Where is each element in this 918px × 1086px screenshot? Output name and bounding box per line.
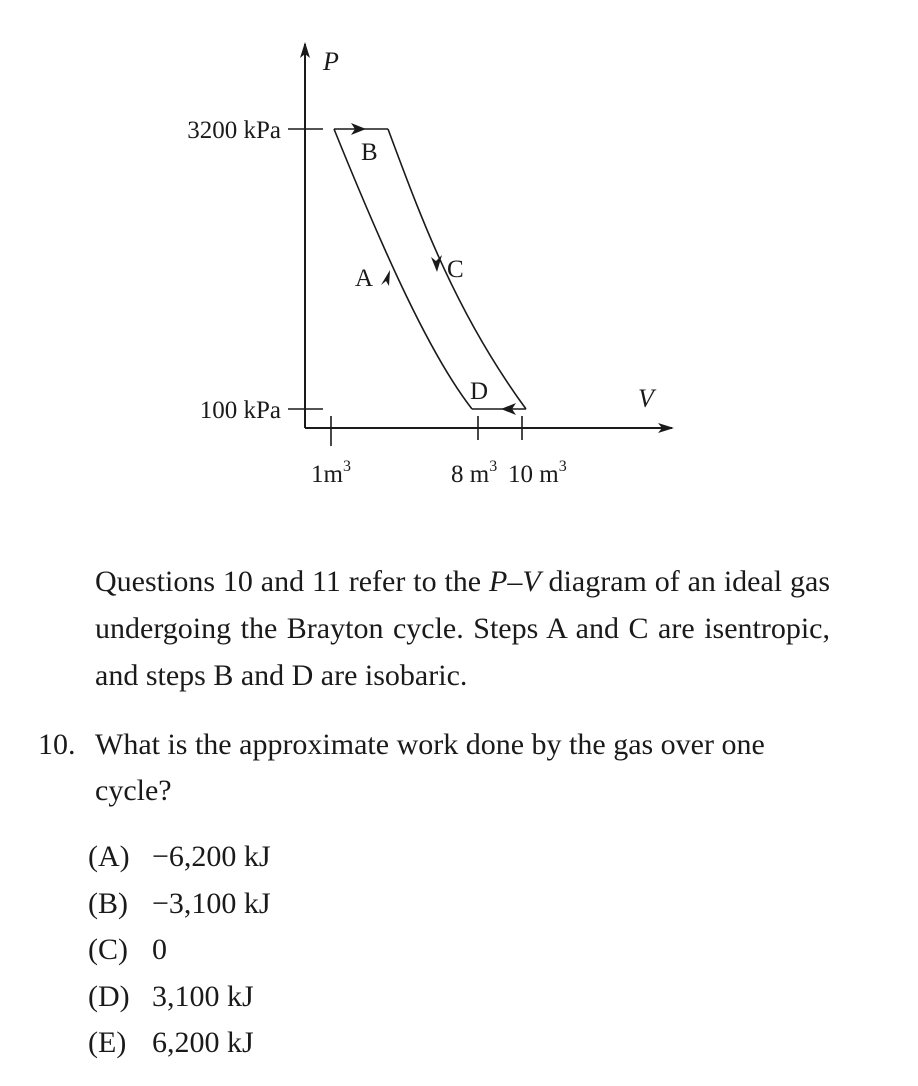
v-tick-1-exp: 3: [342, 458, 351, 475]
step-d-label: D: [470, 378, 489, 405]
choice-a-letter: (A): [88, 840, 130, 873]
v-tick-10-base: 10 m: [508, 461, 559, 488]
choice-b[interactable]: [88, 881, 271, 928]
choice-e[interactable]: [88, 1020, 271, 1067]
v-tick-8-label: [451, 458, 497, 488]
choice-c-letter: (C): [88, 933, 128, 966]
v-axis-label: V: [638, 384, 654, 413]
choice-d-letter: (D): [88, 979, 130, 1013]
choice-a[interactable]: [88, 834, 271, 881]
v-tick-1-label: [311, 458, 351, 488]
step-a-label: A: [355, 265, 374, 292]
pv-diagram: [0, 0, 918, 520]
v-tick-8-exp: 3: [489, 458, 498, 475]
question-10: [38, 722, 833, 814]
choice-c[interactable]: [88, 927, 271, 974]
choice-d-text: 3,100 kJ: [152, 979, 254, 1013]
answer-choices: [88, 834, 271, 1067]
v-tick-1-base: 1m: [311, 461, 343, 488]
choice-b-text: −3,100 kJ: [152, 886, 271, 920]
intro-dash: –: [507, 565, 523, 598]
step-b-label: B: [361, 139, 378, 166]
p-axis-label: P: [323, 47, 339, 76]
choice-a-text: −6,200 kJ: [152, 840, 271, 873]
step-c-label: C: [447, 256, 464, 283]
v-tick-10-exp: 3: [558, 458, 567, 475]
question-text: What is the approximate work done by the gas over one cycle?: [95, 728, 765, 807]
intro-v-symbol: V: [522, 565, 541, 598]
choice-e-letter: (E): [88, 1026, 127, 1059]
step-a-arrow: [381, 270, 390, 286]
choice-d[interactable]: [88, 974, 271, 1021]
choice-c-text: 0: [152, 933, 167, 966]
choice-b-letter: (B): [88, 886, 128, 920]
intro-text-2: diagram of an ideal gas undergoing the Brayton cycle. Steps A and C are isentropic, and steps B and D are isobaric.: [95, 565, 830, 692]
p-tick-high-label: 3200 kPa: [187, 117, 281, 144]
step-c-arrow: [431, 255, 442, 272]
v-tick-8-base: 8 m: [451, 461, 490, 488]
choice-e-text: 6,200 kJ: [152, 1026, 254, 1059]
v-tick-10-label: [508, 458, 567, 488]
intro-text-1: Questions 10 and 11 refer to the: [95, 565, 490, 598]
intro-p-symbol: P: [489, 565, 508, 598]
question-intro: [95, 558, 830, 699]
p-tick-low-label: 100 kPa: [199, 397, 281, 424]
question-number: 10.: [38, 728, 76, 761]
